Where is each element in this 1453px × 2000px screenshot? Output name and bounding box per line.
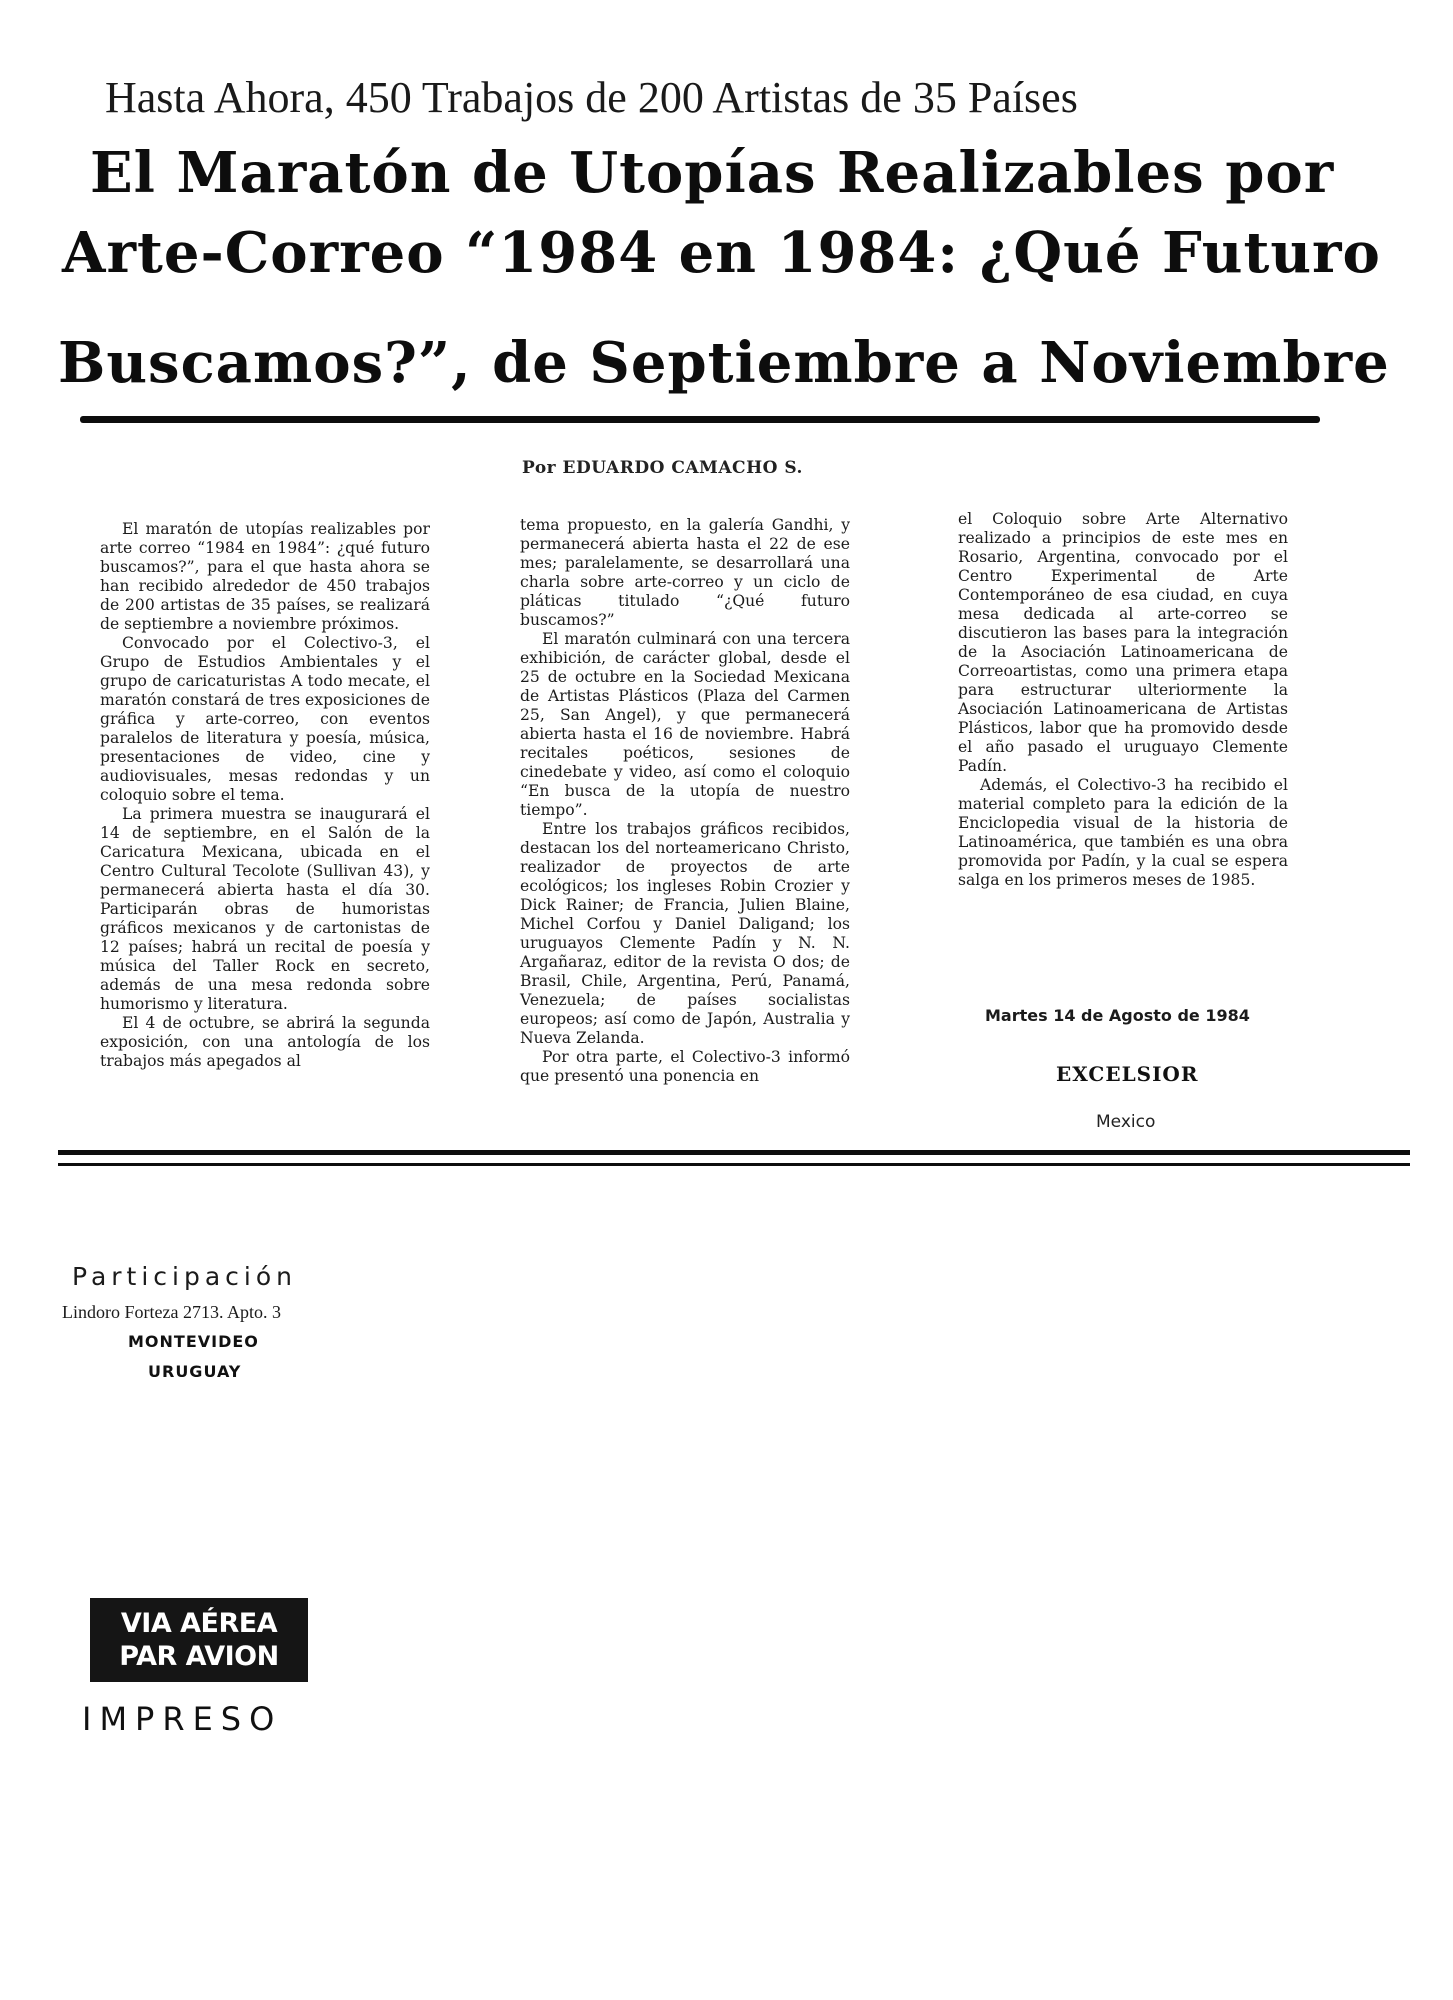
paragraph: Convocado por el Colectivo-3, el Grupo de Estudios Ambientales y el grupo de caricaturistas A todo mecate, el maratón constará de tres exposiciones de gráfica y arte-correo, con eventos paralelos de literatura y poesía, música, presentaciones de video, cine y audiovisuales, mesas redondas y un coloquio sobre el tema. [100, 634, 430, 804]
article-column-3 [958, 510, 1288, 890]
kicker-subtitle: Hasta Ahora, 450 Trabajos de 200 Artistas de 35 Países [105, 73, 1078, 122]
paragraph: Por otra parte, el Colectivo-3 informó que presentó una ponencia en [520, 1048, 850, 1085]
printed-matter-label: IMPRESO [82, 1700, 283, 1738]
sender-address: Lindoro Forteza 2713. Apto. 3 [62, 1302, 281, 1322]
headline-divider [80, 416, 1320, 423]
sender-city: MONTEVIDEO [128, 1332, 259, 1351]
newspaper-name: EXCELSIOR [1056, 1062, 1199, 1086]
article-column-1 [100, 520, 430, 1071]
sender-country: URUGUAY [148, 1362, 242, 1381]
newspaper-city: Mexico [1096, 1112, 1156, 1132]
stamp-line-1: VIA AÉREA [120, 1608, 278, 1639]
paragraph: El maratón de utopías realizables por arte correo “1984 en 1984”: ¿qué futuro buscamos?”, para el que hasta ahora se han recibido alrededor de 450 trabajos de 200 artistas de 35 países, se realizará de septiembre a noviembre próximos. [100, 520, 430, 633]
paragraph: El maratón culminará con una tercera exhibición, de carácter global, desde el 25 de octubre en la Sociedad Mexicana de Artistas Plásticos (Plaza del Carmen 25, San Angel), y que permanecerá abierta hasta el 16 de noviembre. Habrá recitales poéticos, sesiones de cinedebate y video, así como el coloquio “En busca de la utopía de nuestro tiempo”. [520, 630, 850, 819]
paragraph: La primera muestra se inaugurará el 14 de septiembre, en el Salón de la Caricatura Mexicana, ubicada en el Centro Cultural Tecolote (Sullivan 43), y permanecerá abierta hasta el día 30. Participarán obras de humoristas gráficos mexicanos y de cartonistas de 12 países; habrá un recital de poesía y música del Taller Rock en secreto, además de una mesa redonda sobre humorismo y literatura. [100, 805, 430, 1013]
publication-date: Martes 14 de Agosto de 1984 [985, 1006, 1250, 1025]
headline-line-1: El Maratón de Utopías Realizables por [90, 140, 1335, 206]
stamp-line-2: PAR AVION [119, 1641, 279, 1672]
paragraph: Entre los trabajos gráficos recibidos, destacan los del norteamericano Christo, realizador de proyectos de arte ecológicos; los ingleses Robin Crozier y Dick Rainer; de Francia, Julien Blaine, Michel Corfou y Daniel Daligand; los uruguayos Clemente Padín y N. N. Argañaraz, editor de la revista O dos; de Brasil, Chile, Argentina, Perú, Panamá, Venezuela; de países socialistas europeos; así como de Japón, Australia y Nueva Zelanda. [520, 820, 850, 1047]
paragraph: El 4 de octubre, se abrirá la segunda exposición, con una antología de los trabajos más apegados al [100, 1014, 430, 1070]
headline-line-3: Buscamos?”, de Septiembre a Noviembre [58, 330, 1390, 396]
sender-title: Participación [72, 1262, 298, 1291]
article-column-2 [520, 516, 850, 1086]
footer-divider-bottom [58, 1163, 1410, 1166]
byline: Por EDUARDO CAMACHO S. [522, 458, 803, 478]
paragraph: tema propuesto, en la galería Gandhi, y permanecerá abierta hasta el 22 de ese mes; paralelamente, se desarrollará una charla sobre arte-correo y un ciclo de pláticas titulado “¿Qué futuro buscamos?” [520, 516, 850, 629]
paragraph: Además, el Colectivo-3 ha recibido el material completo para la edición de la Enciclopedia visual de la historia de Latinoamérica, que también es una obra promovida por Padín, y la cual se espera salga en los primeros meses de 1985. [958, 776, 1288, 889]
airmail-stamp [90, 1598, 308, 1682]
footer-divider-top [58, 1150, 1410, 1155]
headline-line-2: Arte-Correo “1984 en 1984: ¿Qué Futuro [62, 220, 1381, 286]
paragraph: el Coloquio sobre Arte Alternativo realizado a principios de este mes en Rosario, Argentina, convocado por el Centro Experimental de Arte Contemporáneo de esa ciudad, en cuya mesa dedicada al arte-correo se discutieron las bases para la integración de la Asociación Latinoamericana de Correoartistas, como una primera etapa para estructurar ulteriormente la Asociación Latinoamericana de Artistas Plásticos, labor que ha promovido desde el año pasado el uruguayo Clemente Padín. [958, 510, 1288, 775]
